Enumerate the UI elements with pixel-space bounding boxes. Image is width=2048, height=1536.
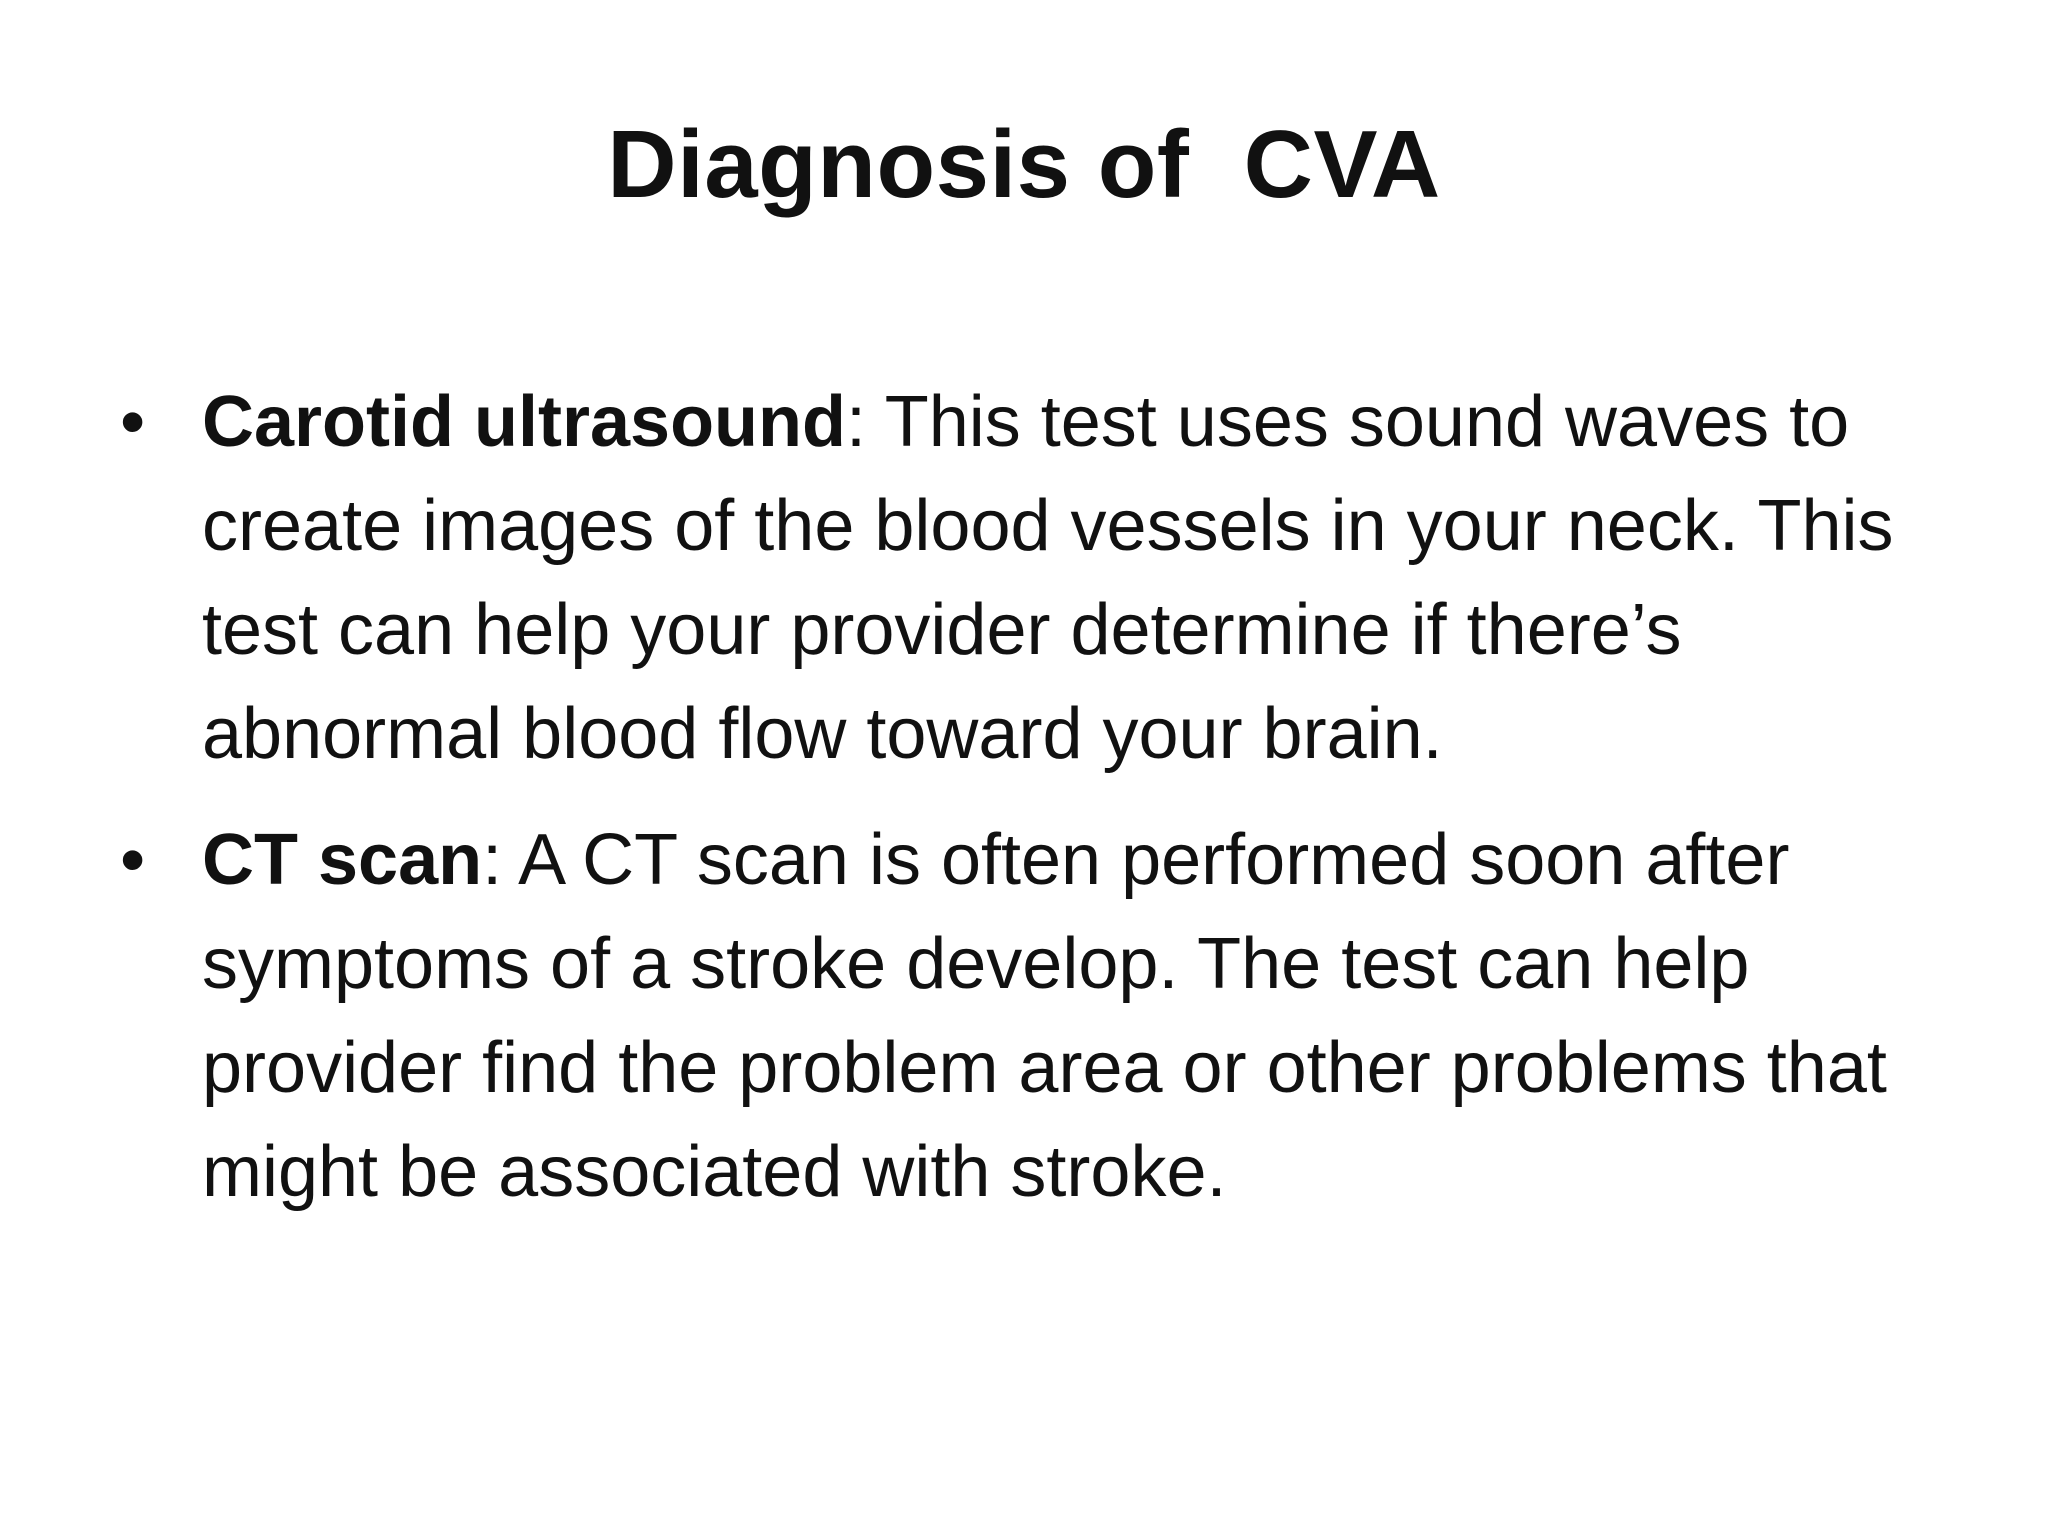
bullet-icon: • [120,820,146,900]
bullet-term: Carotid ultrasound [202,382,846,462]
slide-title: Diagnosis of CVA [607,111,1441,218]
bullet-item-carotid-ultrasound [120,370,1960,786]
bullet-term: CT scan [202,820,483,900]
bullet-text: : This test uses sound waves to create images of the blood vessels in your neck. This test can help your provider determine if there’s abnormal blood flow toward your brain. [202,382,1894,774]
bullet-item-ct-scan [120,808,1960,1224]
bullet-icon: • [120,382,146,462]
bullet-list [120,370,1960,1246]
bullet-text: : A CT scan is often performed soon after symptoms of a stroke develop. The test can help provider find the problem area or other problems that might be associated with stroke. [202,820,1887,1212]
